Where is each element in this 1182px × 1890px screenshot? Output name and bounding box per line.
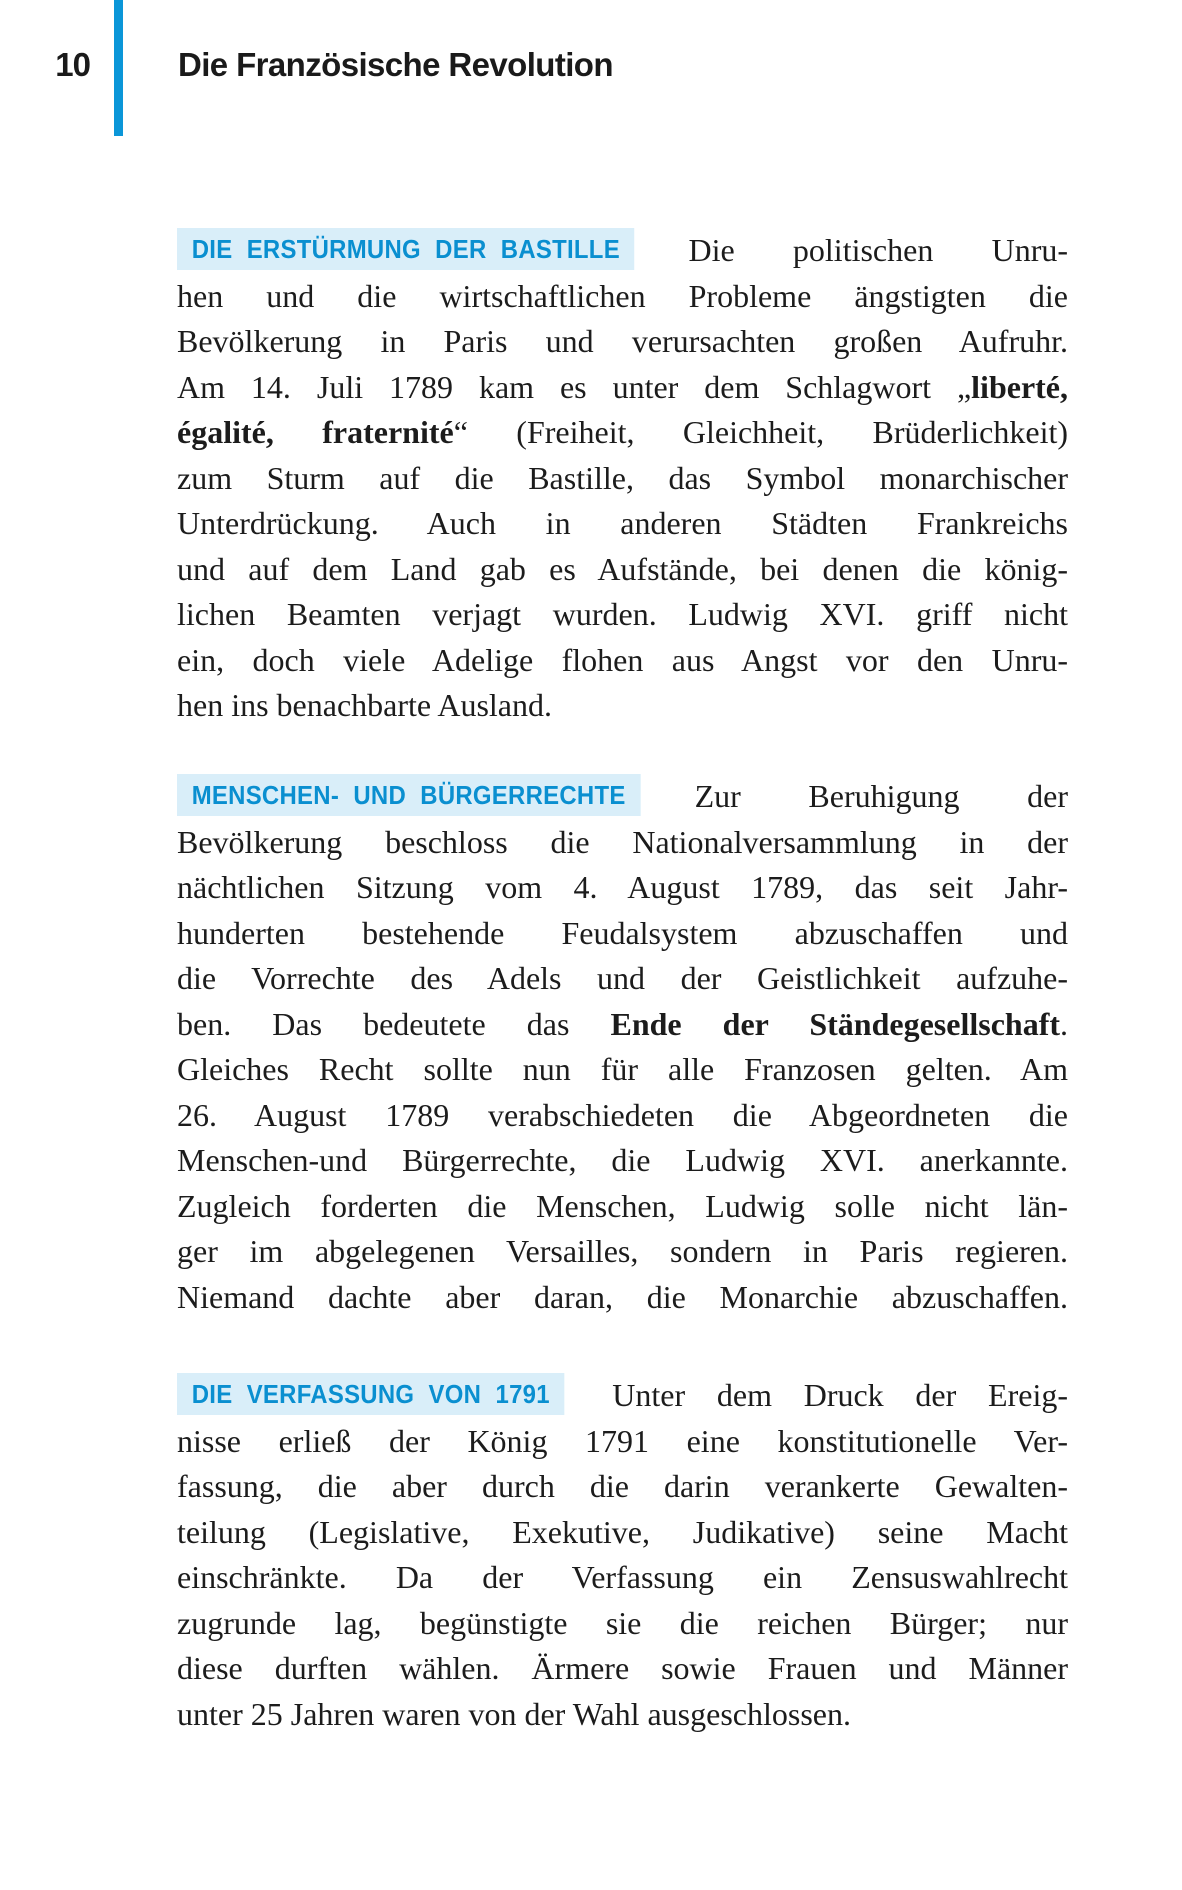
text-fragment: . — [1060, 1005, 1069, 1042]
text-line: Niemand dachte aber daran, die Monarchie abzuschaffen. — [177, 1278, 1068, 1315]
text-line: die Vorrechte des Adels und der Geistlichkeit aufzuhe- — [177, 960, 1068, 996]
section-heading: DIE ERSTÜRMUNG DER BASTILLE — [177, 228, 635, 270]
text-line — [177, 1373, 1068, 1419]
bold-term: liberté, — [971, 368, 1068, 405]
text-fragment: Die politischen Unru- — [688, 232, 1068, 268]
page-number: 10 — [55, 46, 90, 83]
text-fragment: Zur Beruhigung der — [694, 778, 1068, 814]
text-line: fassung, die aber durch die darin verankerte Gewalten- — [177, 1468, 1068, 1504]
text-line: Unterdrückung. Auch in anderen Städten Frankreichs — [177, 505, 1068, 541]
text-line: teilung (Legislative, Exekutive, Judikative) seine Macht — [177, 1513, 1068, 1550]
section-bastille — [177, 228, 1068, 729]
section-heading: DIE VERFASSUNG VON 1791 — [177, 1373, 565, 1415]
text-line: ein, doch viele Adelige flohen aus Angst vor den Unru- — [177, 641, 1068, 678]
section-verfassung — [177, 1373, 1068, 1737]
text-line: unter 25 Jahren waren von der Wahl ausgeschlossen. — [177, 1695, 851, 1732]
text-line — [177, 1002, 1068, 1048]
text-fragment: Unter dem Druck der Ereig- — [612, 1377, 1068, 1413]
section-heading: MENSCHEN- UND BÜRGERRECHTE — [177, 774, 640, 816]
text-line: hen ins benachbarte Ausland. — [177, 687, 552, 723]
text-fragment: ben. Das bedeutete das — [177, 1005, 611, 1042]
text-line: zugrunde lag, begünstigte sie die reichen Bürger; nur — [177, 1604, 1068, 1641]
chapter-title: Die Französische Revolution — [178, 46, 613, 83]
section-menschenrechte — [177, 774, 1068, 1320]
text-fragment: “ (Freiheit, Gleichheit, Brüderlichkeit) — [453, 414, 1069, 450]
text-line: hen und die wirtschaftlichen Probleme ängstigten die — [177, 277, 1068, 314]
text-line — [177, 774, 1068, 820]
text-line: nächtlichen Sitzung vom 4. August 1789, das seit Jahr- — [177, 869, 1068, 905]
text-line — [177, 228, 1068, 274]
text-line: Zugleich forderten die Menschen, Ludwig solle nicht län- — [177, 1187, 1068, 1224]
text-line: zum Sturm auf die Bastille, das Symbol monarchischer — [177, 459, 1068, 496]
bold-term: Ende der Ständegesellschaft — [610, 1005, 1061, 1042]
text-line: einschränkte. Da der Verfassung ein Zensuswahlrecht — [177, 1559, 1068, 1595]
header-accent-bar — [114, 0, 123, 136]
text-line: diese durften wählen. Ärmere sowie Frauen und Männer — [177, 1650, 1068, 1686]
text-line: nisse erließ der König 1791 eine konstitutionelle Ver- — [177, 1422, 1068, 1459]
text-line: Bevölkerung in Paris und verursachten großen Aufruhr. — [177, 323, 1068, 359]
text-line: lichen Beamten verjagt wurden. Ludwig XVI. griff nicht — [177, 596, 1068, 632]
text-line: 26. August 1789 verabschiedeten die Abgeordneten die — [177, 1096, 1068, 1133]
text-line: und auf dem Land gab es Aufstände, bei denen die könig- — [177, 550, 1068, 587]
text-line — [177, 410, 1068, 456]
text-line: Gleiches Recht sollte nun für alle Franzosen gelten. Am — [177, 1051, 1068, 1087]
text-fragment: Am 14. Juli 1789 kam es unter dem Schlagwort „ — [177, 368, 972, 405]
text-line: Bevölkerung beschloss die Nationalversammlung in der — [177, 823, 1068, 860]
bold-term: égalité, fraternité — [177, 414, 454, 450]
text-line: Menschen-und Bürgerrechte, die Ludwig XVI. anerkannte. — [177, 1142, 1068, 1178]
text-line — [177, 365, 1068, 411]
text-line: ger im abgelegenen Versailles, sondern in Paris regieren. — [177, 1233, 1068, 1269]
text-line: hunderten bestehende Feudalsystem abzuschaffen und — [177, 914, 1068, 951]
